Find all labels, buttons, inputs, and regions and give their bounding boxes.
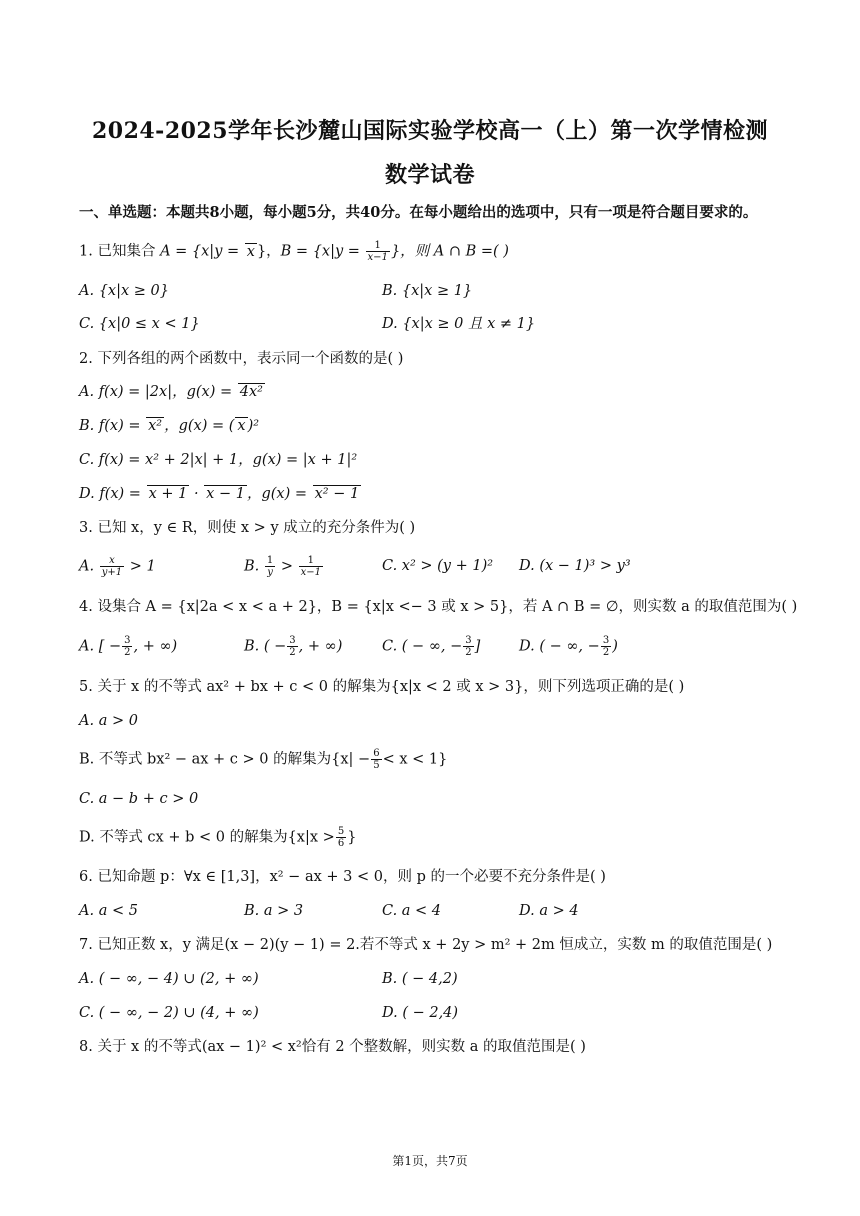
question-2-stem: 2. 下列各组的两个函数中，表示同一个函数的是( ) [79, 351, 404, 367]
question-7-option-b: B. ( − 4,2) [382, 971, 458, 987]
question-3-option-c: C. x² > (y + 1)² [382, 558, 494, 574]
question-2-option-d: D. f(x) = x + 1 · x − 1 ，g(x) = x² − 1 [79, 486, 360, 502]
question-3-option-b: B. $\frac{1}{y}$ > $\frac{1}{x-1}$ [244, 555, 322, 578]
question-4-stem: 4. 设集合 A = {x|2a < x < a + 2}，B = {x|x <− 3 或 x > 5}，若 A ∩ B = ∅，则实数 a 的取值范围为( ) [79, 599, 798, 615]
question-7-stem: 7. 已知正数 x，y 满足(x − 2)(y − 1) = 2.若不等式 x + 2y > m² + 2m 恒成立，实数 m 的取值范围是( ) [79, 937, 773, 953]
question-6-option-d: D. a > 4 [519, 903, 579, 919]
question-6-option-a: A. a < 5 [79, 903, 138, 919]
question-6-option-c: C. a < 4 [382, 903, 442, 919]
question-5-option-d: D. 不等式 cx + b < 0 的解集为{x|x > $\frac{5}{6}$ } [79, 826, 357, 849]
question-4-option-d: D. ( − ∞, − $\frac{3}{2}$ ) [519, 635, 618, 658]
question-1-option-c: C. {x|0 ≤ x < 1} [79, 316, 200, 332]
question-4-option-a: A. [ − $\frac{3}{2}$ , + ∞) [79, 635, 178, 658]
exam-subtitle: 数学试卷 [384, 162, 475, 188]
question-4-option-c: C. ( − ∞, − $\frac{3}{2}$ ] [382, 635, 481, 658]
question-8-stem: 8. 关于 x 的不等式(ax − 1)² < x²恰有 2 个整数解，则实数 a 的取值范围是( ) [79, 1039, 586, 1055]
question-5-option-b: B. 不等式 bx² − ax + c > 0 的解集为{x| − $\frac{6}{5}$ < x < 1} [79, 748, 448, 771]
question-3-stem: 3. 已知 x，y ∈ R，则使 x > y 成立的充分条件为( ) [79, 520, 416, 536]
page-footer: 第1页，共7页 [392, 1154, 468, 1168]
question-6-option-b: B. a > 3 [244, 903, 304, 919]
question-7-option-a: A. ( − ∞, − 4) ∪ (2, + ∞) [79, 971, 259, 987]
question-1-option-b: B. {x|x ≥ 1} [382, 283, 473, 299]
question-5-option-c: C. a − b + c > 0 [79, 791, 199, 807]
question-7-option-c: C. ( − ∞, − 2) ∪ (4, + ∞) [79, 1005, 259, 1021]
question-5-option-a: A. a > 0 [79, 713, 138, 729]
question-2-option-c: C. f(x) = x² + 2|x| + 1，g(x) = |x + 1|² [79, 452, 358, 468]
question-3-option-a: A. $\frac{x}{y+1}$ > 1 [79, 555, 156, 578]
question-1-option-a: A. {x|x ≥ 0} [79, 283, 169, 299]
question-2-option-b: B. f(x) = x² ，g(x) = ( x )² [79, 418, 260, 434]
question-4-option-b: B. ( − $\frac{3}{2}$ , + ∞) [244, 635, 343, 658]
question-2-option-a: A. f(x) = |2x|，g(x) = 4x² [79, 384, 263, 400]
question-6-stem: 6. 已知命题 p：∀x ∈ [1,3]，x² − ax + 3 < 0，则 p 的一个必要不充分条件是( ) [79, 869, 606, 885]
question-1-stem: 1. 已知集合 A = {x|y = x }，B = {x|y = $\frac{1}{x-1}$ }，则 A ∩ B =( ) [79, 240, 509, 263]
question-5-stem: 5. 关于 x 的不等式 ax² + bx + c < 0 的解集为{x|x < 2 或 x > 3}，则下列选项正确的是( ) [79, 679, 685, 695]
question-1-option-d: D. {x|x ≥ 0 且 x ≠ 1} [382, 316, 536, 332]
question-7-option-d: D. ( − 2,4) [382, 1005, 459, 1021]
question-3-option-d: D. (x − 1)³ > y³ [519, 558, 631, 574]
section-heading: 一、单选题：本题共8小题，每小题5分，共40分。在每小题给出的选项中，只有一项是符合题目要求的。 [79, 204, 758, 221]
exam-title: 2024-2025学年长沙麓山国际实验学校高一（上）第一次学情检测 [91, 118, 769, 144]
